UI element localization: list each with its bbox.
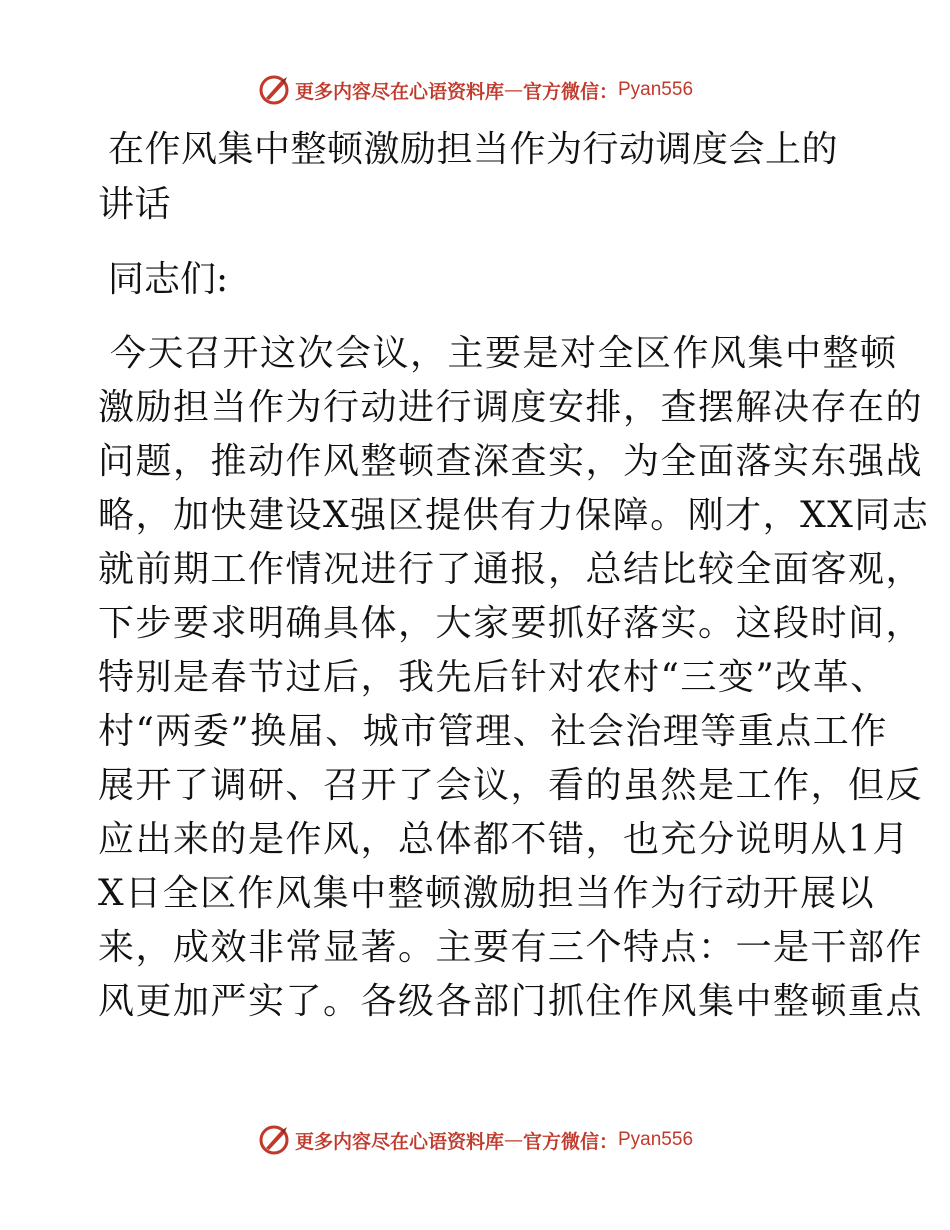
body-line: 特别是春节过后，我先后针对农村“三变”改革、 [98, 657, 888, 698]
footer-banner [0, 1120, 950, 1160]
header-banner [0, 70, 950, 110]
body-line: 展开了调研、召开了会议，看的虽然是工作，但反 [98, 765, 924, 806]
banner-dash: — [503, 1129, 523, 1151]
document-title: 在作风集中整顿激励担当作为行动调度会上的讲话 [98, 129, 839, 225]
banner-account: Pyan556 [618, 79, 694, 100]
body-line: 应出来的是作风，总体都不错，也充分说明从1月 [98, 819, 910, 860]
body-paragraph [98, 327, 930, 1029]
body-line: 激励担当作为行动进行调度安排，查摆解决存在的 [98, 387, 924, 428]
body-line: 来，成效非常显著。主要有三个特点：一是干部作 [98, 927, 924, 968]
feather-pen-logo-icon [257, 73, 291, 107]
body-line: 略，加快建设X强区提供有力保障。刚才，XX同志 [98, 495, 930, 536]
body-line: 今天召开这次会议，主要是对全区作风集中整顿 [110, 333, 898, 374]
banner-dash: — [503, 79, 523, 101]
banner-official: 官方微信： [522, 1130, 618, 1153]
salutation: 同志们: [108, 259, 229, 300]
body-line: 村“两委”换届、城市管理、社会治理等重点工作 [98, 711, 888, 752]
body-line: 问题，推动作风整顿查深查实，为全面落实东强战 [98, 441, 924, 482]
banner-brand: 更多内容尽在心语资料库 [294, 80, 504, 103]
body-line: 下步要求明确具体，大家要抓好落实。这段时间， [98, 603, 924, 644]
body-line: 风更加严实了。各级各部门抓住作风集中整顿重点 [98, 981, 924, 1022]
banner-official: 官方微信： [522, 80, 618, 103]
feather-pen-logo-icon [257, 1123, 291, 1157]
body-line: 就前期工作情况进行了通报，总结比较全面客观， [98, 549, 924, 590]
banner-account: Pyan556 [618, 1129, 694, 1150]
banner-brand: 更多内容尽在心语资料库 [294, 1130, 504, 1153]
body-line: X日全区作风集中整顿激励担当作为行动开展以 [98, 873, 876, 914]
